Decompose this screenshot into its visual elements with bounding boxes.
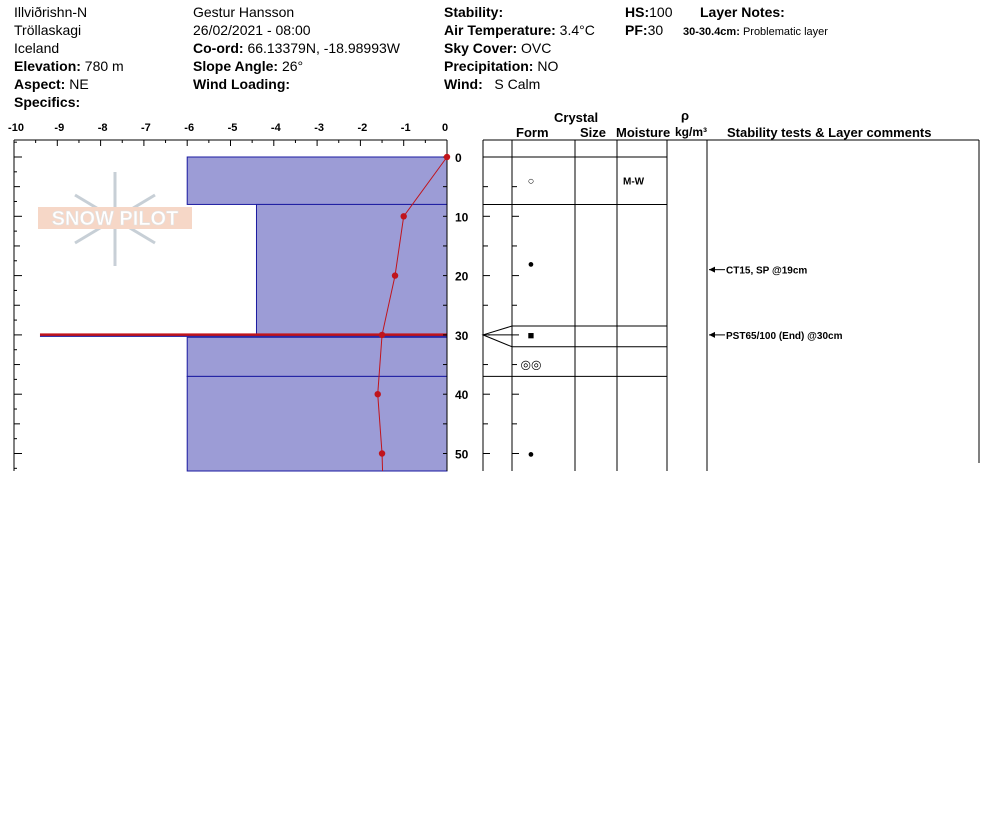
y-tick-label: 40 xyxy=(455,388,469,403)
observation-datetime: 26/02/2021 - 08:00 xyxy=(193,22,311,38)
col-form: Form xyxy=(516,125,549,140)
slope-value: 26° xyxy=(281,58,304,74)
x-tick-label: -10 xyxy=(8,122,24,134)
x-tick-label: -6 xyxy=(184,122,195,134)
stability-arrow-head xyxy=(709,332,715,338)
aspect-label: Aspect: xyxy=(14,76,66,92)
grain-form-symbol: ● xyxy=(527,448,535,461)
country-name: Iceland xyxy=(14,40,60,56)
wind-loading-label: Wind Loading: xyxy=(193,76,291,92)
x-tick-label: -7 xyxy=(141,122,151,134)
coord-label: Co-ord: xyxy=(193,40,244,56)
layer-note-depth: 30-30.4cm: xyxy=(683,26,740,38)
moisture-label: M-W xyxy=(623,176,645,188)
hardness-layers xyxy=(40,157,447,471)
temperature-point xyxy=(444,154,450,160)
temperature-point xyxy=(401,213,407,219)
grain-form-symbol: ○ xyxy=(527,175,535,188)
watermark-text: SNOW PILOT xyxy=(51,208,179,230)
temperature-point xyxy=(379,450,385,456)
col-crystal: Crystal xyxy=(554,110,599,125)
wind-value: S Calm xyxy=(494,76,541,92)
precip-label: Precipitation: xyxy=(444,58,534,74)
grain-form-symbol: ◎◎ xyxy=(520,357,542,372)
y-tick-label: 30 xyxy=(455,328,469,343)
elevation-value: 780 m xyxy=(84,58,124,74)
slope-label: Slope Angle: xyxy=(193,58,279,74)
sky-label: Sky Cover: xyxy=(444,40,518,56)
layer-note-text: Problematic layer xyxy=(742,26,828,38)
hardness-layer-4 xyxy=(187,376,447,471)
temperature-point xyxy=(379,332,385,338)
hardness-layer-3 xyxy=(187,337,447,376)
aspect-value: NE xyxy=(69,76,89,92)
air-temp-value: 3.4°C xyxy=(559,22,595,38)
region-name: Tröllaskagi xyxy=(14,22,82,38)
layer-notes-label: Layer Notes: xyxy=(700,4,785,20)
stability-test-label: PST65/100 (End) @30cm xyxy=(726,330,843,342)
stability-arrow-head xyxy=(709,267,715,273)
x-tick-label: -3 xyxy=(314,122,324,134)
col-rho: ρ xyxy=(681,108,690,123)
y-tick-label: 0 xyxy=(455,151,462,165)
hardness-layer-1 xyxy=(256,204,447,334)
hs-value: 100 xyxy=(649,4,673,20)
hardness-layer-0 xyxy=(187,157,447,204)
col-moisture: Moisture xyxy=(616,125,671,140)
sky-value: OVC xyxy=(521,40,552,56)
grain-form-symbol: ■ xyxy=(527,329,535,342)
elevation-label: Elevation: xyxy=(14,58,81,74)
x-tick-label: -9 xyxy=(54,122,65,134)
grain-form-symbol: ● xyxy=(527,258,535,271)
y-tick-label: 20 xyxy=(455,269,469,284)
crystal-table xyxy=(483,140,979,471)
stability-label: Stability: xyxy=(444,4,504,20)
coord-value: 66.13379N, -18.98993W xyxy=(247,40,400,56)
temperature-point xyxy=(375,391,381,397)
y-tick-label: 10 xyxy=(455,210,469,225)
observer-name: Gestur Hansson xyxy=(193,4,295,20)
location-name: Illviðrishn-N xyxy=(14,4,88,20)
x-tick-label: -5 xyxy=(227,122,238,134)
temperature-point xyxy=(392,272,398,278)
stability-test-label: CT15, SP @19cm xyxy=(726,265,808,277)
precip-value: NO xyxy=(537,58,559,74)
snowpilot-watermark xyxy=(38,172,192,266)
x-tick-label: -1 xyxy=(400,122,411,134)
col-size: Size xyxy=(580,125,607,140)
col-density-unit: kg/m³ xyxy=(675,125,708,139)
hs-label: HS: xyxy=(625,4,650,20)
pf-label: PF: xyxy=(625,22,648,38)
col-comments: Stability tests & Layer comments xyxy=(727,125,932,140)
air-temp-label: Air Temperature: xyxy=(444,22,556,38)
wind-label: Wind: xyxy=(444,76,483,92)
y-tick-label: 50 xyxy=(455,447,469,462)
pf-value: 30 xyxy=(647,22,664,38)
x-tick-label: -2 xyxy=(357,122,368,134)
thin-layer-connector xyxy=(483,326,512,347)
specifics-label: Specifics: xyxy=(14,94,81,110)
x-tick-label: 0 xyxy=(441,122,449,134)
x-tick-label: -8 xyxy=(97,122,108,134)
x-tick-label: -4 xyxy=(270,122,281,134)
